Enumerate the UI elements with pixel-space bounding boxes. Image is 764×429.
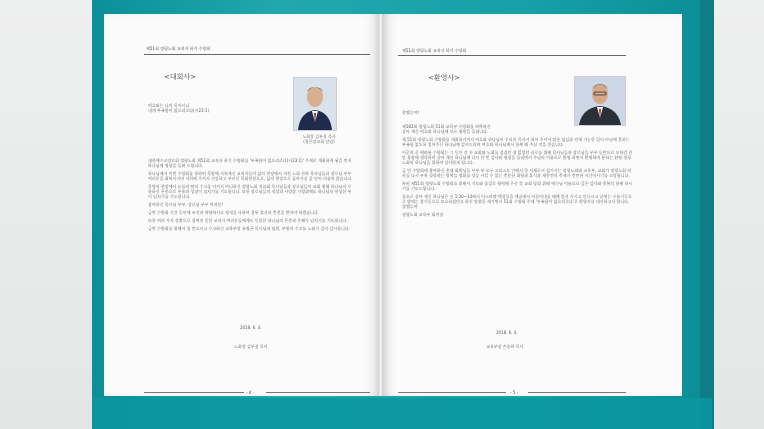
- footer-rule: [398, 392, 506, 393]
- date: 2018. 6. 4.: [240, 325, 262, 330]
- footer-rule: [144, 392, 244, 393]
- speaker-portrait: [293, 77, 337, 131]
- folder-bottom-edge: [92, 398, 712, 429]
- page-header: 제51회 정평노회 교직자 하기 수양회: [146, 46, 211, 51]
- booklet-page-right: [382, 14, 682, 396]
- paragraph: 금번 수양회 기간 동안에 조건과 차양하시고 영적을 다하며 참된 휴식과 충전을 받아야 하겠습니다.: [148, 210, 320, 215]
- paragraph: 참여하신 목사님 부부, 장로님 부부 여러분!: [148, 202, 223, 207]
- header-rule: [144, 54, 370, 55]
- body-text: [402, 124, 634, 220]
- paragraph: 제 51회 정평노회 수양회를 개최하기까지 여호와 하나님이 우리의 목자가 되어 주셔서 많은 섬김과 언제 가능한 일이 아님에 불과는 부족함 없도록 입어주신 하나님께 감사드리며 여호와 하나님께서 함께 해 주실 것을 믿습니다.: [402, 137, 630, 147]
- footer-rule: [528, 392, 626, 393]
- paragraph: 또한 여러 가지 상황으로 참여치 못한 교직자 여러분들에게도 동일한 하나님의 은총과 은혜가 넘치기를 기도합니다.: [148, 218, 348, 223]
- signature: 교육부장 손종하 목사: [486, 344, 524, 349]
- paragraph: 하나님께서 이번 수양회를 통하여 목양에 지쳐계신 교직자들이 삶의 현장에서 지친 노회 산하 목사님들과 장로님 부부 여러분을 회복시키며 저희에 주셔서 건강하고 부르신 목회현장으로, 삶의 현장으로 돌아가실 줄 믿어 의심치 않습니다.: [148, 171, 353, 181]
- portrait-caption: 노회장 김부경 목사 (광은장교회 담임): [302, 134, 336, 144]
- section-title: <환영사>: [428, 74, 461, 82]
- booklet-page-left: [104, 14, 380, 396]
- page-header: 제51회 정평노회 교직자 하기 수양회: [402, 48, 467, 53]
- paragraph: 목양의 현장에서 눈물과 땀의 수고를 아끼지 아니하신 정평노회 지교회 목사님들과 장로님들이 교회 위해 하나님의 무한하신 은총으로 부흥과 성장이 넘치기를 기도합니다. 또한 장로님들의 직장과 사업장 가정위에도 하나님의 풍성한 복이 넘치기를 기도합니다.: [148, 184, 352, 199]
- paragraph: 특히 제51회 정평노회 수양회를 위해서 기도와 물질로 협력해 주신 각 교회 당회 위해 예수님 이름으로 깊은 감사와 축복의 함께 하시기를 기도드립니다.: [402, 181, 633, 191]
- page-number: - 5 -: [510, 390, 518, 395]
- paragraph: 이곳의 곧 배려된 수양회는 그 동안 각 지 교회와 노회를 섬겼던 쉼 없었던 피로를 위해 목사님들과 장로님들 부부 동반으로 모처럼 힌 말 휴양에 생각하며 살아 계신 하나님께 다시 한 번 감사와 영광을 돌리면서 주님의 이름으로 환영 하면서 환영하며 용하는 환영 정평노회의 하나님을 위하여 감사하게 됩니다.: [402, 150, 633, 165]
- paragraph: 금 번 수양회에 참여하신 총대 회원님들 부부 부 모두 고리스도 안에서 한 자체로서 섬기시는 정평노회와 교육부, 교회가 정평노회 역사를 다시 부흥 성장하는 방역들 정화를 상승 시킬 수 있는 충분한 화합과 휴식과 재충전의 축제가 충만한 시간이시기를 소망합니다.: [402, 168, 631, 178]
- section-title: <대회사>: [164, 73, 197, 81]
- paragraph: 금번 수양회를 위해서 힘 쏟으시고 수고하신 교육부장 유병곤 목사님과 임원, 부원의 수고를 노회가 깊이 감사합니다.: [148, 226, 350, 231]
- paragraph: 대한예수교장로회 정평노회 제51회 교직자 하기 수양회를 '부족함이 없으리로다(시23:1)' 주제로 개최하게 됨을 먼저 하나님께 영광을 돌려 드립니다.: [148, 158, 352, 168]
- scripture-verse: 여호와는 나의 목자시니 내게 부족함이 없으리로다(시23:1): [148, 103, 210, 113]
- body-text: [148, 158, 354, 234]
- signature: 노회장 김부경 목사: [234, 344, 268, 349]
- page-number: - 4 -: [246, 390, 254, 395]
- date: 2018. 6. 4.: [496, 330, 518, 335]
- greeting: 할렐루야!: [402, 110, 420, 115]
- speaker-portrait: [574, 76, 626, 126]
- header-rule: [398, 55, 626, 56]
- paragraph: 끝으로 살아 계신 하나님은 신 1:30~33에서 이스라엘 백성들을 애굽에서 이끌어내실 때에 앞서 가시고 안으시고 낮에는 구름기둥으로 밤에는 불기둥으로 보호하셨던고 하신 말씀을 새기면서 51회 수양회 주제 '부족함이 없으리로다'로 환영사를 대신하고자 합니다. 할렐루야: [402, 194, 632, 209]
- footer-rule: [266, 392, 370, 393]
- folder-edge: [700, 0, 714, 429]
- paragraph: 제182회 정평노회 51회 교육부 수양회를 허락하신 살아 계신 여호와 하나님께 모든 영광을 올립니다.: [402, 124, 491, 134]
- paragraph: 정평노회 교육부 회이장: [402, 212, 444, 217]
